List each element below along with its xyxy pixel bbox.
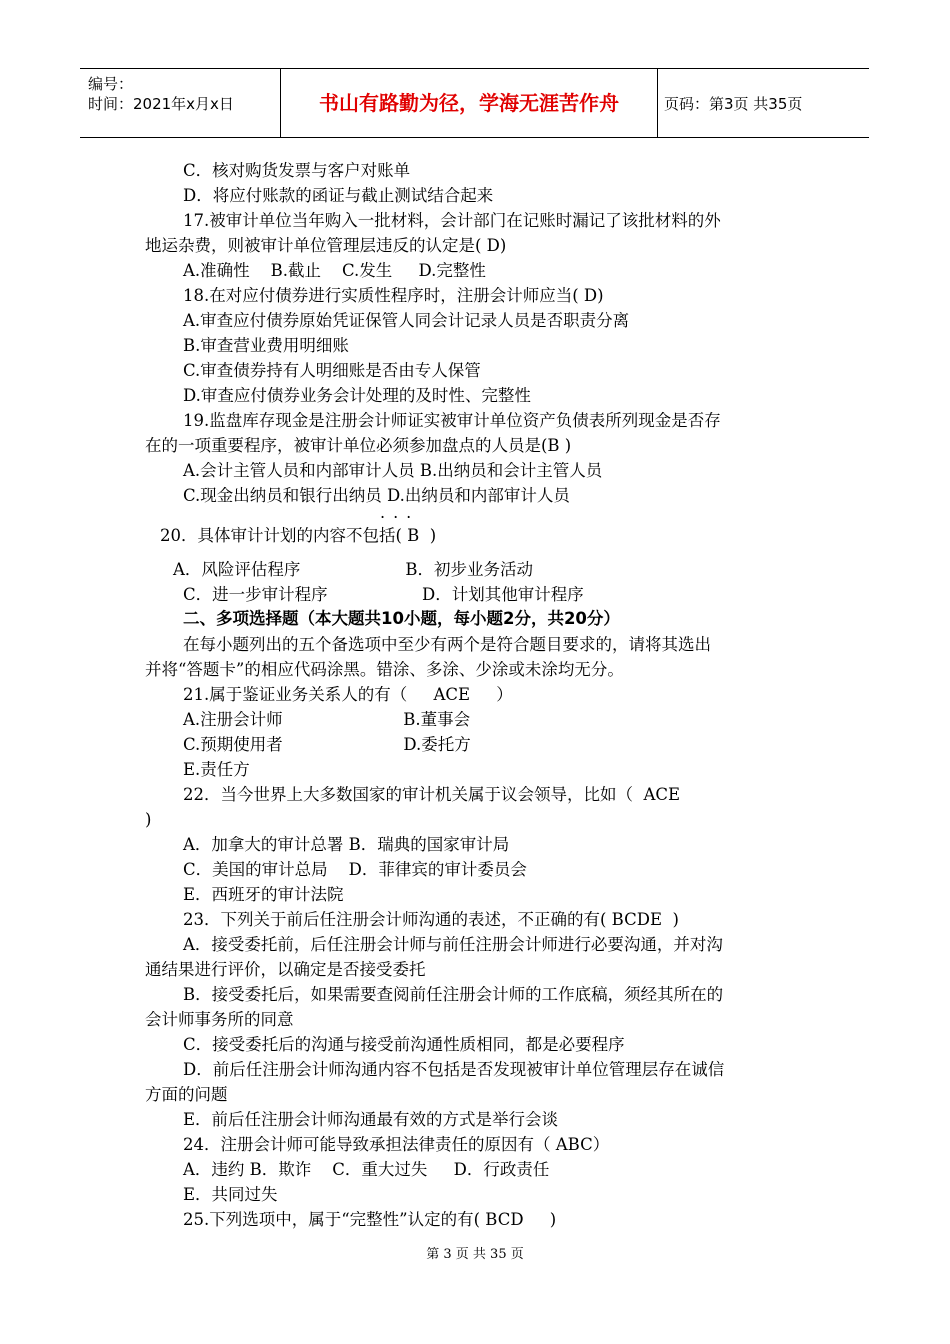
text-line: E．共同过失 [183, 1185, 278, 1204]
text-line: E.责任方 [183, 760, 250, 779]
number-label: 编号： [88, 75, 134, 93]
text-line: C．进一步审计程序 D．计划其他审计程序 [183, 585, 584, 604]
text-line: ) [145, 810, 152, 829]
text-line: 18.在对应付债券进行实质性程序时，注册会计师应当( D) [183, 286, 604, 305]
text-line: E．西班牙的审计法院 [183, 885, 344, 904]
text-line: A.注册会计师 B.董事会 [183, 710, 471, 729]
text-line: C.现金出纳员和银行出纳员 D.出纳员和内部审计人员 [183, 486, 570, 505]
text-line: 会计师事务所的同意 [145, 1010, 294, 1029]
text-line: 21.属于鉴证业务关系人的有（ ACE ） [183, 685, 513, 704]
text-line: A．风险评估程序 B．初步业务活动 [173, 560, 533, 579]
text-line: E．前后任注册会计师沟通最有效的方式是举行会谈 [183, 1110, 559, 1129]
emphasis-dots: ... [380, 503, 420, 522]
page-footer: 第 3 页 共 35 页 [426, 1247, 524, 1262]
text-line: D.审查应付债券业务会计处理的及时性、完整性 [183, 386, 531, 405]
text-line: 在每小题列出的五个备选项中至少有两个是符合题目要求的，请将其选出 [183, 635, 711, 654]
text-line: 通结果进行评价，以确定是否接受委托 [145, 960, 426, 979]
text-line: 17.被审计单位当年购入一批材料，会计部门在记账时漏记了该批材料的外 [183, 211, 721, 230]
text-line: C.预期使用者 D.委托方 [183, 735, 471, 754]
text-line: B．接受委托后，如果需要查阅前任注册会计师的工作底稿，须经其所在的 [183, 985, 724, 1004]
text-line: C．核对购货发票与客户对账单 [183, 161, 411, 180]
text-line: C．接受委托后的沟通与接受前沟通性质相同，都是必要程序 [183, 1035, 625, 1054]
text-line: A．加拿大的审计总署 B．瑞典的国家审计局 [183, 835, 510, 854]
page-header [80, 68, 869, 138]
text-line: A．接受委托前，后任注册会计师与前任注册会计师进行必要沟通，并对沟 [183, 935, 723, 954]
text-line: C.审查债券持有人明细账是否由专人保管 [183, 361, 481, 380]
text-line: 25.下列选项中，属于“完整性”认定的有( BCD ) [183, 1210, 557, 1229]
section-heading: 二、多项选择题（本大题共10小题，每小题2分，共20分） [183, 609, 620, 628]
header-motto: 书山有路勤为径，学海无涯苦作舟 [281, 69, 658, 137]
text-line: 19.监盘库存现金是注册会计师证实被审计单位资产负债表所列现金是否存 [183, 411, 721, 430]
text-line: 24．注册会计师可能导致承担法律责任的原因有（ ABC） [183, 1135, 610, 1154]
text-line: C．美国的审计总局 D．菲律宾的审计委员会 [183, 860, 527, 879]
text-line: D．前后任注册会计师沟通内容不包括是否发现被审计单位管理层存在诚信 [183, 1060, 725, 1079]
time-label: 时间：2021年x月x日 [88, 95, 234, 113]
text-line: 20．具体审计计划的内容不包括( B ) [160, 526, 437, 545]
page-info: 页码：第3页 共35页 [664, 95, 803, 113]
text-line: A.审查应付债券原始凭证保管人同会计记录人员是否职责分离 [183, 311, 630, 330]
header-meta [80, 69, 281, 137]
text-line: A．违约 B．欺诈 C．重大过失 D．行政责任 [183, 1160, 550, 1179]
text-line: 23．下列关于前后任注册会计师沟通的表述，不正确的有( BCDE ) [183, 910, 679, 929]
text-line: 在的一项重要程序，被审计单位必须参加盘点的人员是(B ) [145, 436, 572, 455]
text-line: A.准确性 B.截止 C.发生 D.完整性 [183, 261, 486, 280]
text-line: 并将“答题卡”的相应代码涂黑。错涂、多涂、少涂或未涂均无分。 [145, 660, 624, 679]
text-line: B.审查营业费用明细账 [183, 336, 349, 355]
text-line: 22．当今世界上大多数国家的审计机关属于议会领导，比如（ ACE [183, 785, 681, 804]
text-line: 地运杂费，则被审计单位管理层违反的认定是( D) [145, 236, 507, 255]
text-line: A.会计主管人员和内部审计人员 B.出纳员和会计主管人员 [183, 461, 603, 480]
text-line: D．将应付账款的函证与截止测试结合起来 [183, 186, 494, 205]
text-line: 方面的问题 [145, 1085, 228, 1104]
